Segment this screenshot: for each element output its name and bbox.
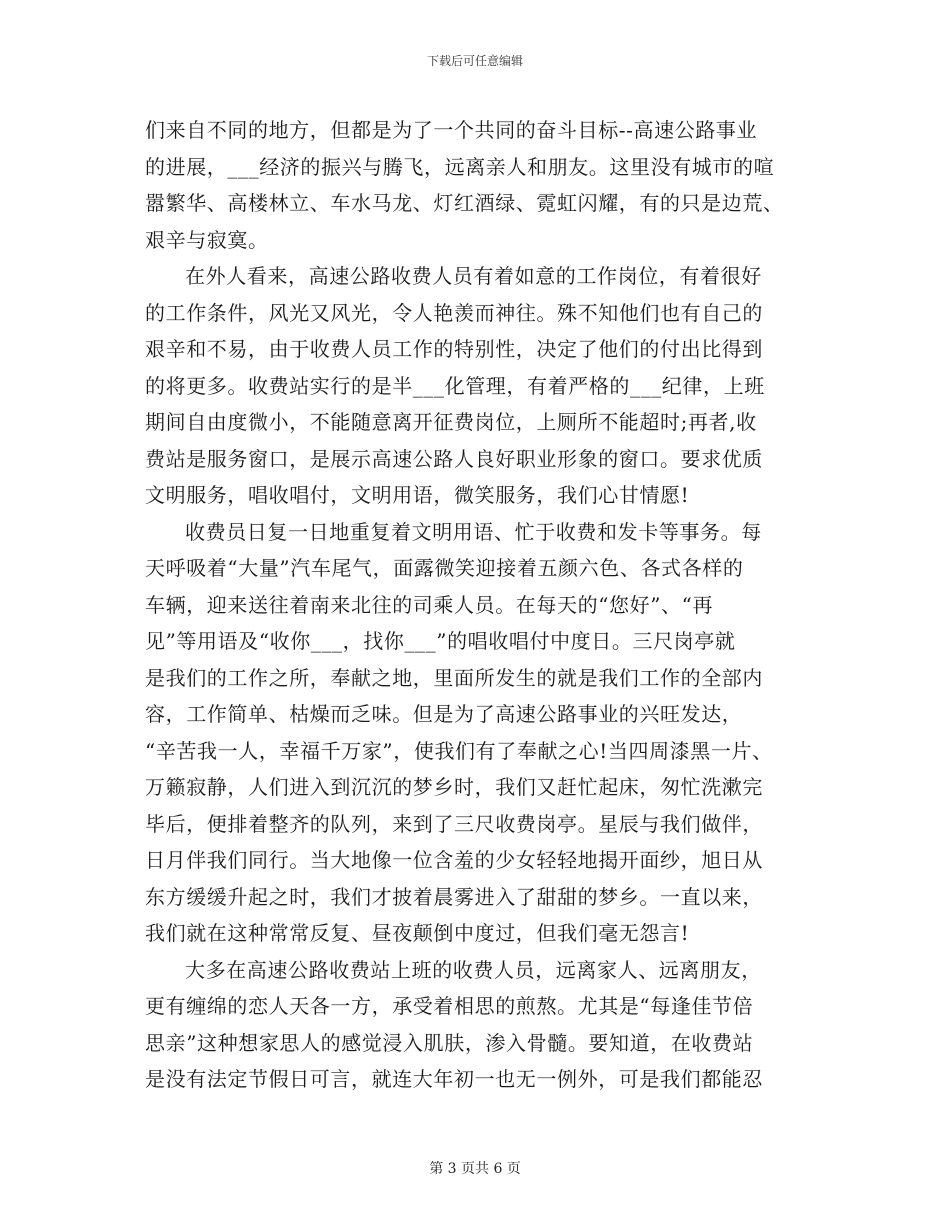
paragraph-start-line: 在外人看来，高速公路收费人员有着如意的工作岗位，有着很好 <box>185 264 762 288</box>
text-line: 艰辛与寂寞。 <box>145 227 269 252</box>
text-line: 费站是服务窗口，是展示高速公路人良好职业形象的窗口。要求优质 <box>145 446 763 471</box>
text-line: 万籁寂静，人们进入到沉沉的梦乡时，我们又赶忙起床，匆忙洗漱完 <box>145 775 763 799</box>
paragraph-start-line: 收费员日复一日地重复着文明用语、忙于收费和发卡等事务。每 <box>185 519 762 544</box>
text-line: 艰辛和不易，由于收费人员工作的特别性，决定了他们的付出比得到 <box>145 337 763 361</box>
text-line: 的将更多。收费站实行的是半___化管理，有着严格的___纪律，上班 <box>145 373 765 398</box>
text-line: 期间自由度微小，不能随意离开征费岗位，上厕所不能超时;再者,收 <box>145 410 757 434</box>
text-line: 们来自不同的地方，但都是为了一个共同的奋斗目标--高速公路事业 <box>145 118 758 142</box>
text-line: 天呼吸着“大量”汽车尾气，面露微笑迎接着五颜六色、各式各样的 <box>145 556 744 580</box>
text-line: 嚣繁华、高楼林立、车水马龙、灯红酒绿、霓虹闪耀，有的只是边荒、 <box>145 191 784 215</box>
text-line: “辛苦我一人，幸福千万家”，使我们有了奉献之心!当四周漆黑一片、 <box>145 738 773 763</box>
text-line: 车辆，迎来送往着南来北往的司乘人员。在每天的“您好”、“再 <box>145 592 714 617</box>
text-line: 见”等用语及“收你___，找你___”的唱收唱付中度日。三尺岗亭就 <box>145 629 736 653</box>
text-line: 是我们的工作之所，奉献之地，里面所发生的就是我们工作的全部内 <box>145 665 763 690</box>
page-number: 第 3 页共 6 页 <box>429 1161 521 1177</box>
text-line: 日月伴我们同行。当大地像一位含羞的少女轻轻地揭开面纱，旭日从 <box>145 848 763 872</box>
text-line: 容，工作简单、枯燥而乏味。但是为了高速公路事业的兴旺发达， <box>145 702 743 726</box>
text-line: 文明服务，唱收唱付，文明用语，微笑服务，我们心甘情愿! <box>145 483 690 507</box>
text-line: 东方缓缓升起之时，我们才披着晨雾进入了甜甜的梦乡。一直以来， <box>145 884 763 909</box>
text-line: 的进展，___经济的振兴与腾飞，远离亲人和朋友。这里没有城市的喧 <box>145 154 775 179</box>
text-line: 的工作条件，风光又风光，令人艳羡而神往。殊不知他们也有自己的 <box>145 300 763 325</box>
page-header: 下载后可任意编辑 <box>426 54 523 68</box>
text-line: 是没有法定节假日可言，就连大年初一也无一例外，可是我们都能忍 <box>145 1067 763 1091</box>
text-line: 毕后，便排着整齐的队列，来到了三尺收费岗亭。星辰与我们做伴， <box>145 811 763 836</box>
text-line: 更有缠绵的恋人天各一方，承受着相思的煎熬。尤其是“每逢佳节倍 <box>145 994 754 1018</box>
document-body <box>145 112 825 1098</box>
text-line: 我们就在这种常常反复、昼夜颠倒中度过，但我们毫无怨言! <box>145 921 690 945</box>
text-line: 思亲”这种想家思人的感觉浸入肌肤，渗入骨髓。要知道，在收费站 <box>145 1030 754 1055</box>
paragraph-start-line: 大多在高速公路收费站上班的收费人员，远离家人、远离朋友， <box>185 957 762 982</box>
